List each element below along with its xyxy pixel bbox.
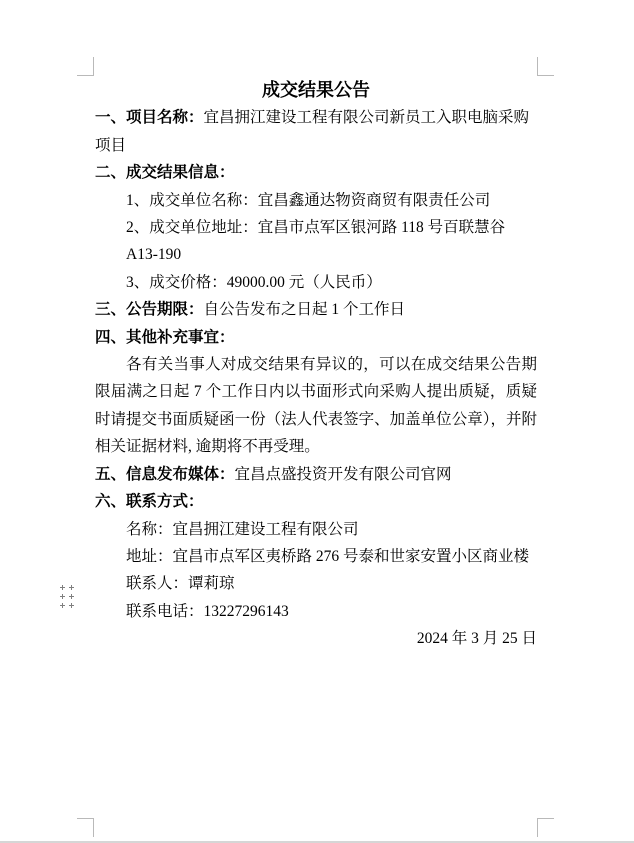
section-media [95,461,537,488]
section-period-text: 自公告发布之日起 1 个工作日 [203,301,406,319]
section-contact-heading [95,488,537,515]
contact-name: 名称：宜昌拥江建设工程有限公司 [126,520,359,538]
margin-crop-mark-top-right [537,57,554,76]
section-other-label: 四、其他补充事宜： [95,328,235,346]
section-result-heading [95,159,537,186]
margin-crop-mark-bottom-left [77,818,94,837]
document-body [95,77,537,653]
result-item-supplier-address: 2、成交单位地址：宜昌市点军区银河路 118 号百联慧谷 A13-190 [126,219,506,264]
contact-person: 联系人：谭莉琼 [126,575,235,593]
section-media-label: 五、信息发布媒体： [95,465,235,483]
contact-address: 地址：宜昌市点军区夷桥路 276 号泰和世家安置小区商业楼 [126,547,530,565]
objection-paragraph: 各有关当事人对成交结果有异议的，可以在成交结果公告期限届满之日起 7 个工作日内以书面形式向采购人提出质疑，质疑时请提交书面质疑函一份（法人代表签字、加盖单位公章），并附相关证据材料, 逾期将不再受理。 [95,356,537,456]
contact-phone: 联系电话：13227296143 [126,602,289,620]
section-contact-label: 六、联系方式： [95,493,204,511]
page-title: 成交结果公告 [262,80,370,100]
margin-crop-mark-top-left [77,57,94,76]
section-project-label: 一、项目名称： [95,109,204,127]
result-item-supplier-name: 1、成交单位名称：宜昌鑫通达物资商贸有限责任公司 [126,191,491,209]
section-period-label: 三、公告期限： [95,301,204,319]
section-project-name [95,104,537,159]
margin-crop-mark-bottom-right [537,818,554,837]
section-media-text: 宜昌点盛投资开发有限公司官网 [234,465,452,483]
dots-grid-icon [60,585,77,609]
section-period [95,296,537,323]
announcement-date: 2024 年 3 月 25 日 [416,630,537,648]
result-item-price: 3、成交价格：49000.00 元（人民币） [126,273,382,291]
section-result-label: 二、成交结果信息： [95,164,235,182]
section-other-heading [95,324,537,351]
section-project-text: 宜昌拥江建设工程有限公司新员工入职电脑采购项目 [95,109,530,154]
drag-dots-icon[interactable] [60,585,77,609]
